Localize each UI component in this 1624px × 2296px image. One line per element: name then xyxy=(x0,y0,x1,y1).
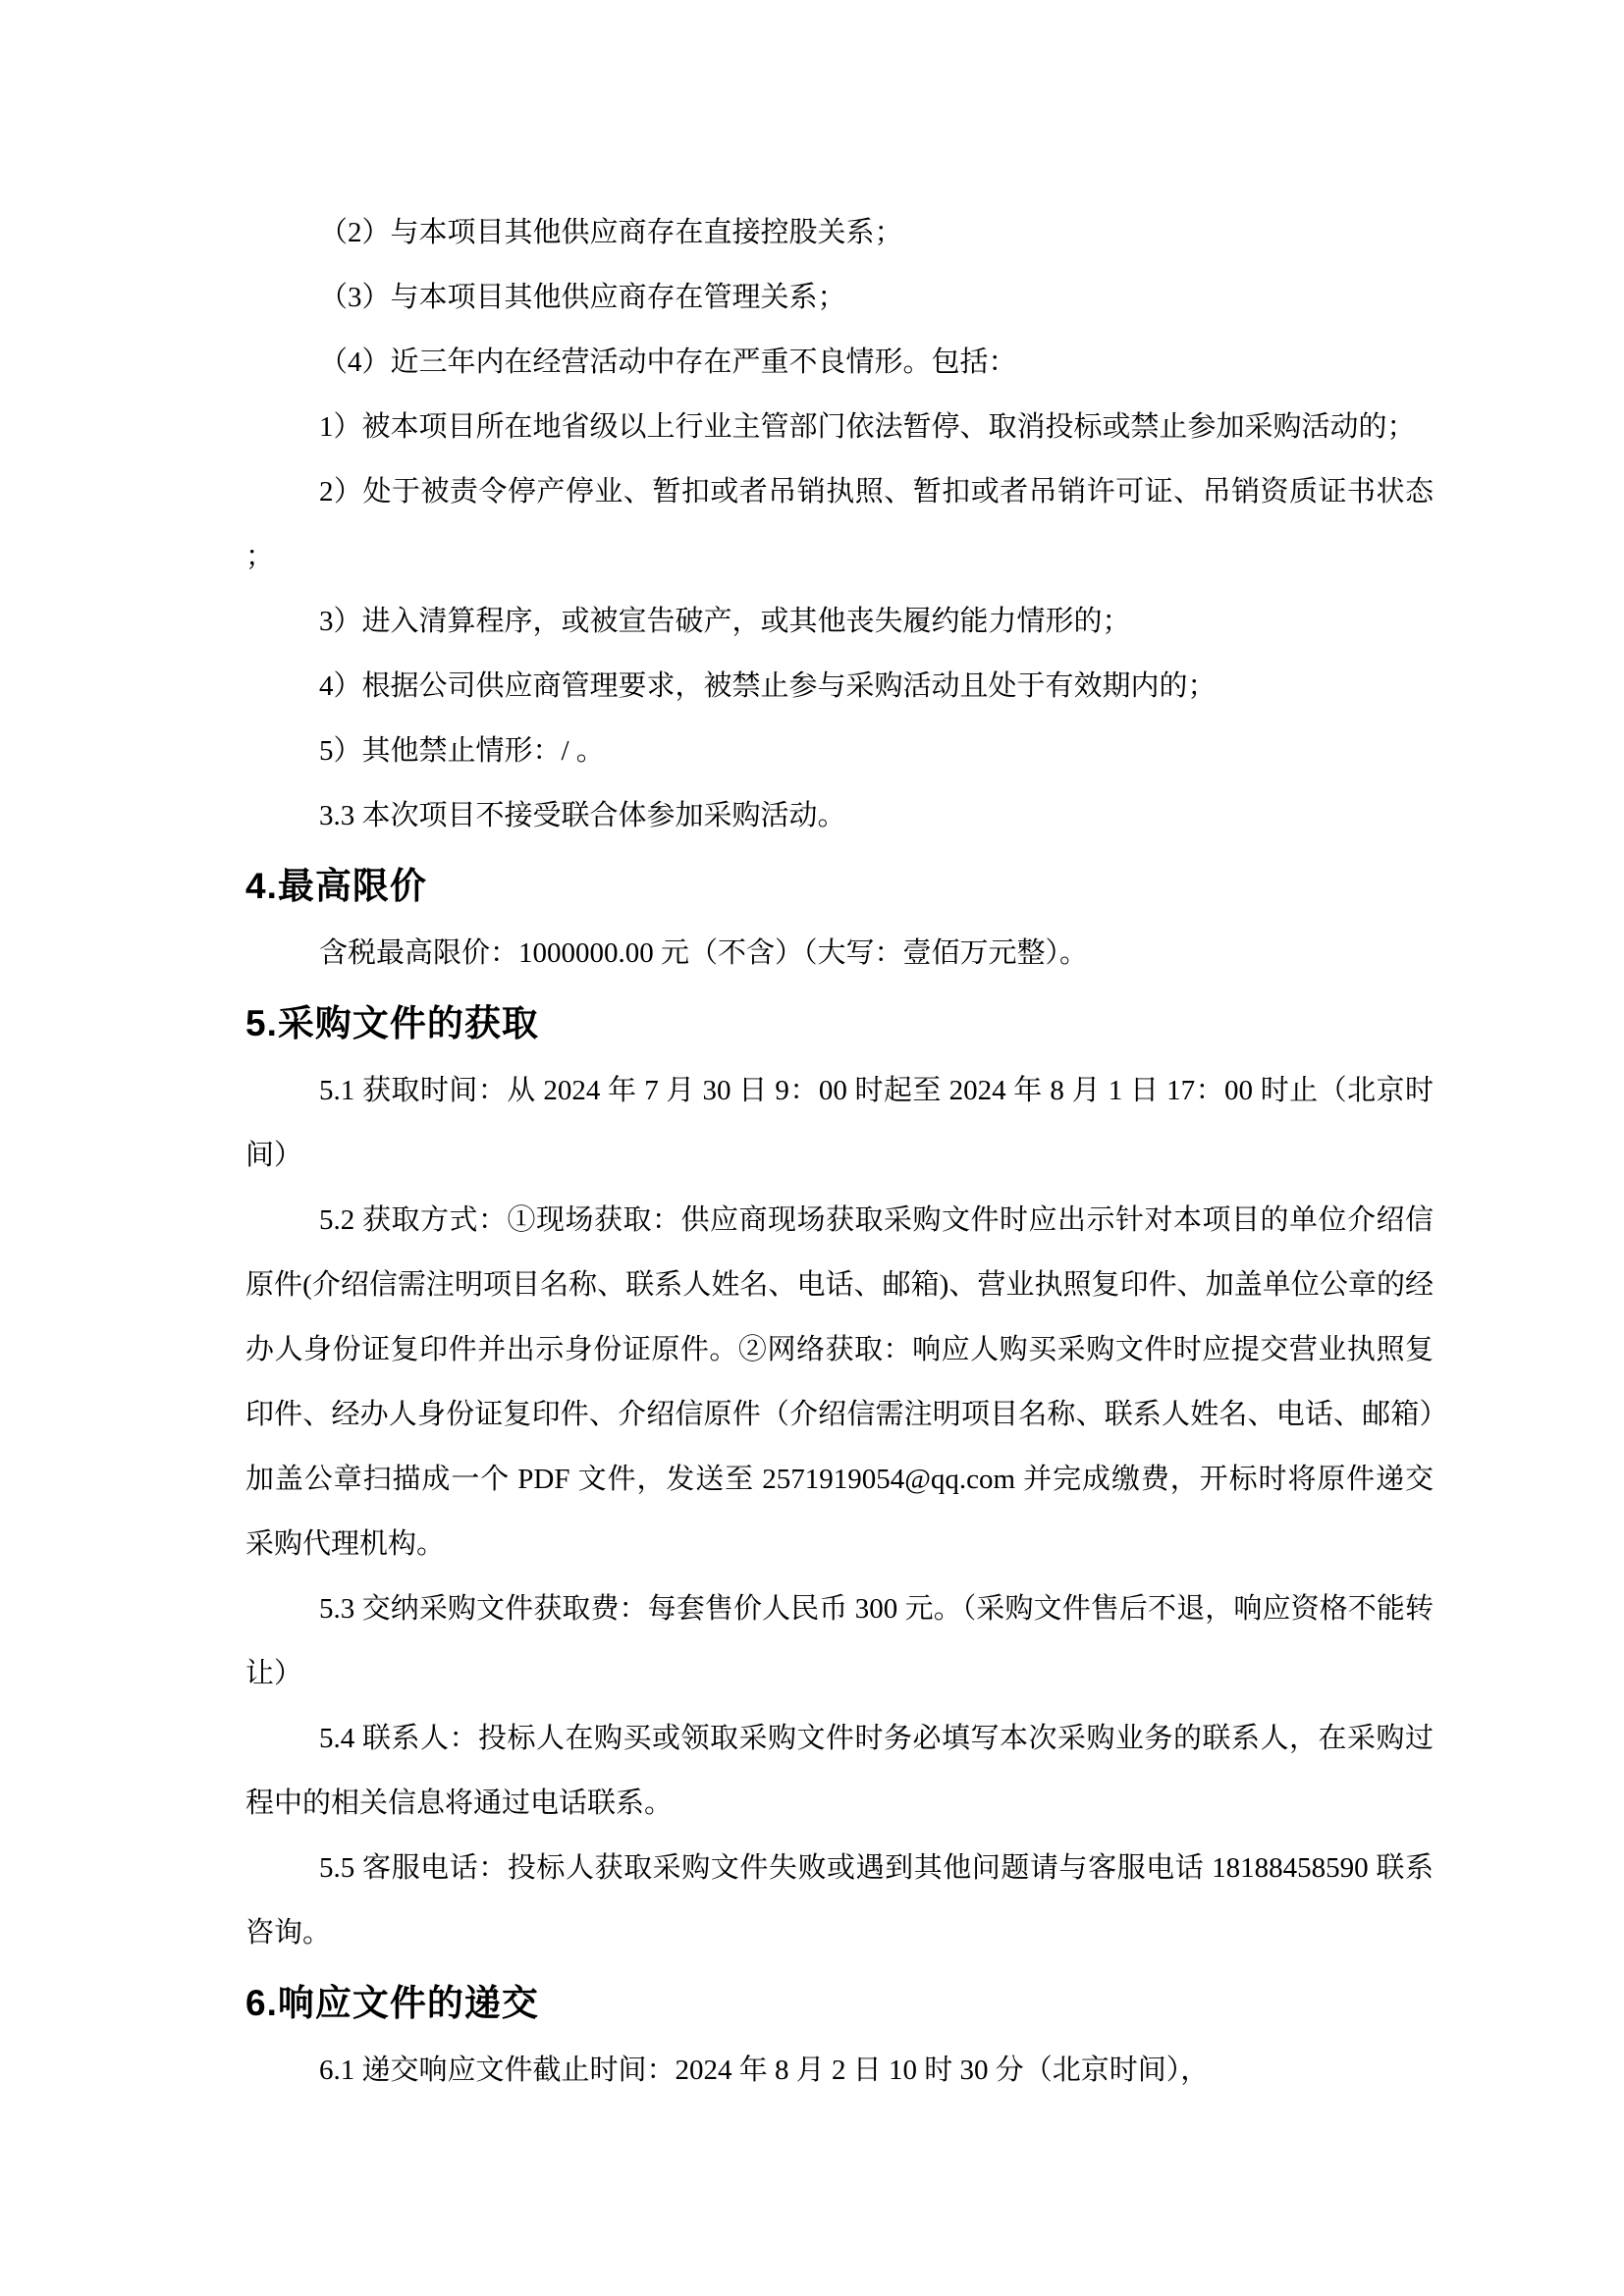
paragraph: 4）根据公司供应商管理要求，被禁止参与采购活动且处于有效期内的； xyxy=(319,670,1217,702)
paragraph: （4）近三年内在经营活动中存在严重不良情形。包括： xyxy=(319,347,1017,378)
paragraph: （2）与本项目其他供应商存在直接控股关系； xyxy=(319,217,903,248)
section-heading: 4.最高限价 xyxy=(245,866,427,906)
paragraph: 5.1 获取时间：从 2024 年 7 月 30 日 9：00 时起至 2024 年 8 月 1 日 17：00 时止（北京时间） xyxy=(245,1075,1434,1171)
paragraph: 5.3 交纳采购文件获取费：每套售价人民币 300 元。（采购文件售后不退，响应资格不能转让） xyxy=(245,1593,1434,1689)
paragraph: 1）被本项目所在地省级以上行业主管部门依法暂停、取消投标或禁止参加采购活动的； xyxy=(319,411,1416,443)
section-heading: 5.采购文件的获取 xyxy=(245,1003,539,1043)
paragraph: 5.4 联系人：投标人在购买或领取采购文件时务必填写本次采购业务的联系人，在采购过程中的相关信息将通过电话联系。 xyxy=(245,1723,1434,1819)
paragraph: （3）与本项目其他供应商存在管理关系； xyxy=(319,282,846,313)
paragraph: 含税最高限价：1000000.00 元（不含）（大写：壹佰万元整）。 xyxy=(319,937,1089,969)
paragraph: 6.1 递交响应文件截止时间：2024 年 8 月 2 日 10 时 30 分（北京时间）， xyxy=(319,2055,1210,2086)
document-content xyxy=(245,200,1434,2103)
paragraph: 3）进入清算程序，或被宣告破产，或其他丧失履约能力情形的； xyxy=(319,606,1131,637)
section-heading: 6.响应文件的递交 xyxy=(245,1983,539,2023)
paragraph: 5.5 客服电话：投标人获取采购文件失败或遇到其他问题请与客服电话 18188458590 联系咨询。 xyxy=(245,1852,1434,1949)
paragraph: 5.2 获取方式：①现场获取：供应商现场获取采购文件时应出示针对本项目的单位介绍信原件(介绍信需注明项目名称、联系人姓名、电话、邮箱)、营业执照复印件、加盖单位公章的经办人身份证复印件并出示身份证原件。②网络获取：响应人购买采购文件时应提交营业执照复印件、经办人身份证复印件、介绍信原件（介绍信需注明项目名称、联系人姓名、电话、邮箱）加盖公章扫描成一个 PDF 文件，发送至 2571919054@qq.com 并完成缴费，开标时将原件递交采购代理机构。 xyxy=(245,1204,1434,1560)
paragraph: 2）处于被责令停产停业、暂扣或者吊销执照、暂扣或者吊销许可证、吊销资质证书状态； xyxy=(245,476,1434,572)
paragraph: 5）其他禁止情形：/ 。 xyxy=(319,735,605,767)
paragraph: 3.3 本次项目不接受联合体参加采购活动。 xyxy=(319,800,846,831)
